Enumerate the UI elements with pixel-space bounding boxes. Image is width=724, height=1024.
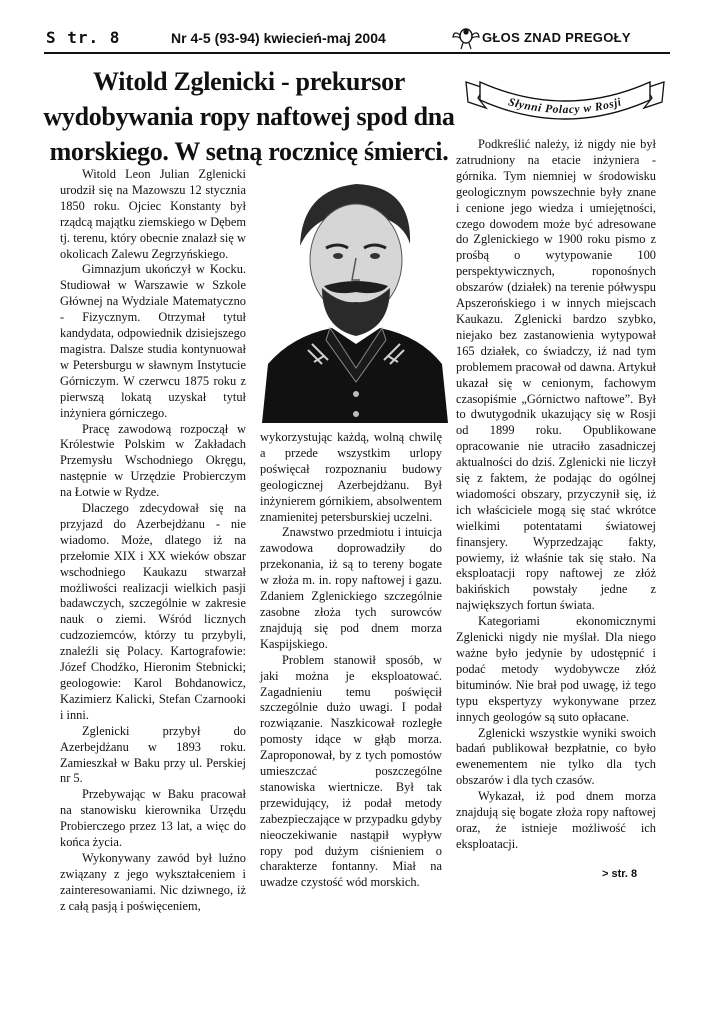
column-3 — [456, 137, 656, 853]
paragraph: Gimnazjum ukończył w Kocku. Studiował w Warszawie w Szkole Głównej na Wydziale Matematyczno - Fizycznym. Otrzymał tytuł kandydata, odpowiednik dzisiejszego magistra. Dalsze studia kontynuował w Petersburgu w sławnym Instytucie Górniczym. W czerwcu 1875 roku z pierwszą lokatą uzyskał tytuł inżyniera górniczego. — [60, 262, 246, 420]
header-rule — [44, 52, 670, 54]
paragraph: wykorzystując każdą, wolną chwilę a przede wszystkim urlopy poświęcał rozpoznaniu budowy geologicznej Azerbejdżanu. Był inżynierem górnikiem, absolwentem znamienitej petersburskiej uczelni. — [260, 430, 442, 524]
column-1 — [60, 167, 246, 915]
newspaper-name: GŁOS ZNAD PREGOŁY — [482, 30, 631, 45]
paragraph: Pracę zawodową rozpoczął w Królestwie Polskim w Zakładach Przemysłu Wschodniego Okręgu, następnie w Urzędzie Probierczym na Łotwie w Rydze. — [60, 421, 246, 500]
paragraph: Znawstwo przedmiotu i intuicja zawodowa doprowadziły do przekonania, iż są to tereny bogate w złoża m. in. ropy naftowej i gazu. Zdaniem Zglenickiego szczególnie zasobne złoża tych surowców znajdują się pod dnem morza Kaspijskiego. — [260, 525, 442, 651]
paragraph: Wykazał, iż pod dnem morza znajdują się bogate złoża ropy naftowej oraz, że istnieje możliwość ich eksploatacji. — [456, 789, 656, 851]
portrait-photo — [252, 168, 452, 423]
paragraph: Podkreślić należy, iż nigdy nie był zatrudniony na etacie inżyniera - górnika. Tym niemniej w środowisku geologicznym powszechnie były znane i cenione jego wiedza i umiejętności, czego dowodem może być adresowane do Zglenickiego w 1900 roku pismo z prośbą o wytypowanie 100 perspektywicznych, roponośnych obszarów (działek) na terenie półwyspu Apszerońskiego i w innych miejscach Kaukazu. Zglenicki bardzo szybko, niejako bez zastanowienia wytypował 165 działek, co świadczy, iż nad tym problemem pracował od dawna. Artykuł ukazał się w cenionym, fachowym czasopiśmie „Górnictwo naftowe”. Był to dwutygodnik ukazujący się w Rosji od 1899 roku. Opublikowane opracowanie nie utraciło zasadniczej aktualności do dziś. Zglenicki nie liczył się z faktem, że podając do ogólnej wiadomości obszary, przyczynił się, iż ich właściciele mogą się stać wkrótce wielkimi potentatami światowej finansjery. Wyprzedzając fakty, powiemy, iż właśnie tak się stało. Na eksploatacji ropy naftowej ze złóż bakińskich powstały jedne z największych fortun świata. — [456, 137, 656, 613]
page-header — [0, 22, 724, 62]
page-number: S tr. 8 — [46, 28, 121, 47]
article-headline: Witold Zglenicki - prekursor wydobywania ropy naftowej spod dna morskiego. W setną rocznicę śmierci. — [43, 67, 455, 166]
paragraph: Zglenicki wszystkie wyniki swoich badań publikował bezpłatnie, co było ewenementem nie tylko dla tych obszarów i dla tych czasów. — [456, 725, 656, 788]
paragraph: Przebywając w Baku pracował na stanowisku kierownika Urzędu Probierczego przez 13 lat, a więc do końca życia. — [60, 787, 246, 850]
paragraph: Problem stanowił sposób, w jaki można je eksploatować. Zagadnieniu temu poświęcił szczególnie dużo uwagi. I podał rozwiązanie. Naszkicował rozległe pomosty idące w głąb morza. Zaproponował, by z tych pomostów umieszczać poszczególne stanowiska wiertnicze. Był tak przewidujący, iż podał metody zabezpieczające w przypadku gdyby nieoczekiwanie nastąpił wypływ ropy pod dużym ciśnieniem o charakterze fontanny. Miał na uwadze czystość wód morskich. — [260, 652, 442, 890]
paragraph: Zglenicki przybył do Azerbejdżanu w 1893 roku. Zamieszkał w Baku przy ul. Perskiej nr 5. — [60, 723, 246, 786]
paragraph: Witold Leon Julian Zglenicki urodził się na Mazowszu 12 stycznia 1850 roku. Ojciec Konstanty był rządcą majątku ziemskiego w Dębem tj. terenu, który obecnie znalazł się w okolicach Zalewu Zegrzyńskiego. — [60, 167, 246, 261]
banner-text: Słynni Polacy w Rosji — [507, 96, 623, 117]
continued-marker: > str. 8 — [602, 868, 638, 880]
angel-logo-icon — [452, 24, 480, 50]
paragraph: Kategoriami ekonomicznymi Zglenicki nigdy nie myślał. Dla niego ważne było jedynie by udostępnić i podać metody wydobywcze złóż bituminów. Nie brał pod uwagę, iż tego typu ekspertyzy wykonywane przez innych geologów są suto opłacane. — [456, 614, 656, 724]
section-banner — [462, 68, 668, 128]
paragraph: Dlaczego zdecydował się na przyjazd do Azerbejdżanu - nie wiadomo. Może, dlatego iż na przełomie XIX i XX wieków obszar wschodniego Kaukazu stwarzał możliwości realizacji wielkich pasji badawczych, szczególnie w zakresie nauk o ziemi. Wśród licznych cudzoziemców, którzy tu przybyli, znaleźli się Polacy. Kartografowie: Józef Chodźko, Hieronim Stebnicki; geologowie: Karol Bohdanowicz, Kazimierz Kalicki, Stefan Czarnooki i inni. — [60, 501, 246, 722]
column-2 — [260, 430, 442, 891]
issue-info: Nr 4-5 (93-94) kwiecień-maj 2004 — [171, 30, 386, 46]
paragraph: Wykonywany zawód był luźno związany z jego wykształceniem i zainteresowaniami. Nic dziwnego, iż z całą pasją i poświęceniem, — [60, 850, 246, 913]
